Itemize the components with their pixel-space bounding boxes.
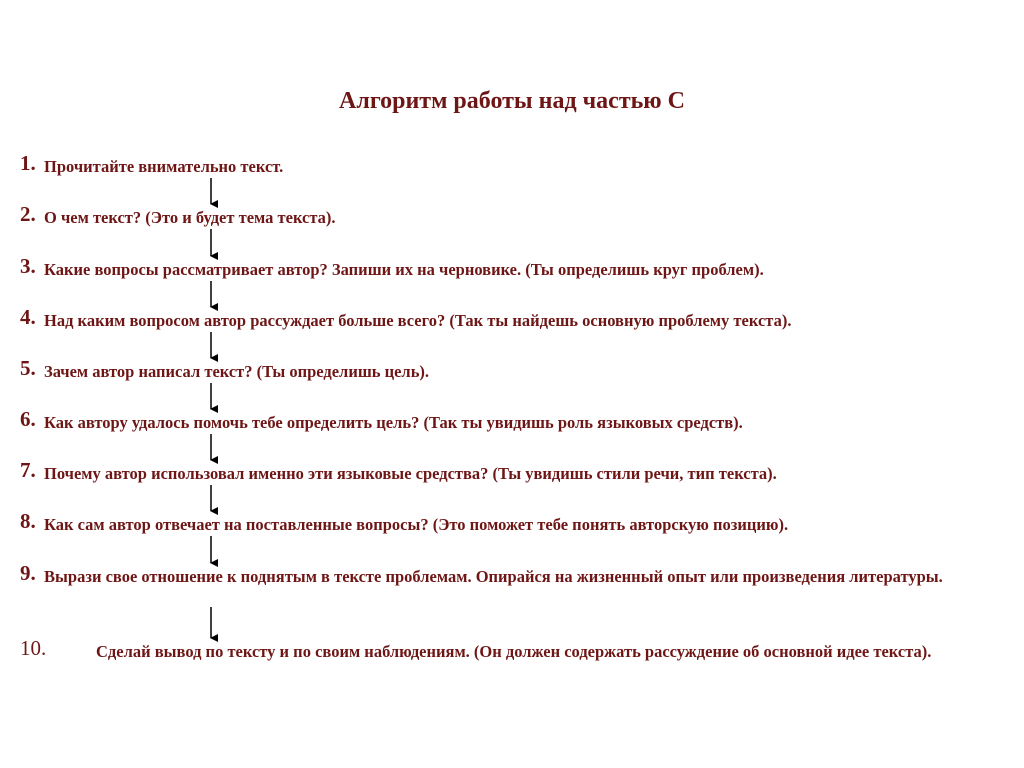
step-number: 9. (20, 561, 36, 585)
step-text: Как сам автор отвечает на поставленные вопросы? (Это поможет тебе понять авторскую позицию). (44, 515, 789, 534)
step-text: Прочитайте внимательно текст. (44, 157, 284, 176)
step-text: О чем текст? (Это и будет тема текста). (44, 208, 336, 227)
step-text: Над каким вопросом автор рассуждает больше всего? (Так ты найдешь основную проблему текста). (44, 311, 792, 330)
step-number: 7. (20, 458, 36, 482)
step-number: 1. (20, 151, 36, 175)
page-title: Алгоритм работы над частью С (339, 88, 685, 114)
step-text: Почему автор использовал именно эти языковые средства? (Ты увидишь стили речи, тип текста). (44, 464, 777, 483)
step-text: Как автору удалось помочь тебе определить цель? (Так ты увидишь роль языковых средств). (44, 413, 743, 432)
step-number: 3. (20, 254, 36, 278)
step-number: 2. (20, 202, 36, 226)
step-number: 4. (20, 305, 36, 329)
step-number: 10. (20, 636, 47, 660)
step-number: 6. (20, 407, 36, 431)
step-number: 8. (20, 509, 36, 533)
step-text: Вырази свое отношение к поднятым в тексте проблемам. Опирайся на жизненный опыт или произведения литературы. (44, 567, 943, 586)
step-text: Сделай вывод по тексту и по своим наблюдениям. (Он должен содержать рассуждение об основной идее текста). (96, 642, 932, 661)
step-number: 5. (20, 356, 36, 380)
step-text: Зачем автор написал текст? (Ты определишь цель). (44, 362, 430, 381)
step-text: Какие вопросы рассматривает автор? Запиши их на черновике. (Ты определишь круг проблем). (44, 260, 764, 279)
